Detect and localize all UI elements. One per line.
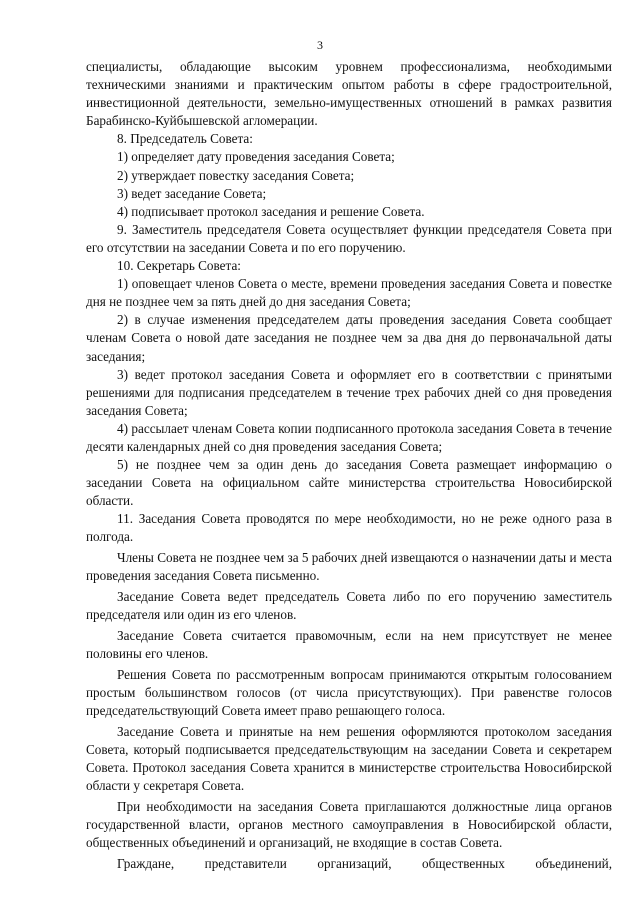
paragraph: Заседание Совета и принятые на нем решения оформляются протоколом заседания Совета, который подписывается председательствующим на заседании Совета и секретарем Совета. Протокол заседания Совета хранится в министерстве строительства Новосибирской области у секретаря Совета. <box>86 723 612 794</box>
paragraph: Граждане, представители организаций, общественных объединений, <box>117 855 612 871</box>
paragraph: 8. Председатель Совета: <box>117 131 253 147</box>
paragraph: При необходимости на заседания Совета приглашаются должностные лица органов государственной власти, органов местного самоуправления в Новосибирской области, общественных объединений и организаций, не входящие в состав Совета. <box>86 798 612 851</box>
paragraph: 4) подписывает протокол заседания и решение Совета. <box>117 203 425 219</box>
paragraph: специалисты, обладающие высоким уровнем профессионализма, необходимыми техническими знаниями и практическим опытом работы в сфере градостроительной, инвестиционной деятельности, земельно-имущественных отношений в рамках развития Барабинско-Куйбышевской агломерации. <box>86 59 612 129</box>
page-number: 3 <box>317 38 323 52</box>
paragraph: Решения Совета по рассмотренным вопросам принимаются открытым голосованием простым большинством голосов (от числа присутствующих). При равенстве голосов председательствующий Совета имеет право решающего голоса. <box>86 666 612 719</box>
paragraph: 5) не позднее чем за один день до заседания Совета размещает информацию о заседании Совета на официальном сайте министерства строительства Новосибирской области. <box>86 457 612 509</box>
paragraph: Заседание Совета ведет председатель Совета либо по его поручению заместитель председателя или один из его членов. <box>86 589 612 623</box>
paragraph: 3) ведет протокол заседания Совета и оформляет его в соответствии с принятыми решениями для подписания председателем в течение трех рабочих дней со дня проведения заседания Совета; <box>86 366 612 418</box>
paragraph: Заседание Совета считается правомочным, если на нем присутствует не менее половины его членов. <box>86 627 612 662</box>
paragraph: 11. Заседания Совета проводятся по мере необходимости, но не реже одного раза в полгода. <box>86 511 612 545</box>
paragraph: 4) рассылает членам Совета копии подписанного протокола заседания Совета в течение десяти календарных дней со дня проведения заседания Совета; <box>86 420 612 454</box>
paragraph: 2) утверждает повестку заседания Совета; <box>117 167 355 183</box>
paragraph: 3) ведет заседание Совета; <box>117 185 267 201</box>
paragraph: 2) в случае изменения председателем даты проведения заседания Совета сообщает членам Совета о новой дате заседания не позднее чем за два дня до первоначальной даты заседания; <box>86 312 612 364</box>
paragraph: 10. Секретарь Совета: <box>117 258 241 274</box>
paragraph: 9. Заместитель председателя Совета осуществляет функции председателя Совета при его отсутствии на заседании Совета и по его поручению. <box>86 221 612 255</box>
document-body <box>86 58 612 873</box>
paragraph: 1) определяет дату проведения заседания Совета; <box>117 149 395 165</box>
paragraph: Члены Совета не позднее чем за 5 рабочих дней извещаются о назначении даты и места проведения заседания Совета письменно. <box>86 550 612 584</box>
paragraph: 1) оповещает членов Совета о месте, времени проведения заседания Совета и повестке дня не позднее чем за пять дней до дня заседания Совета; <box>86 276 612 310</box>
